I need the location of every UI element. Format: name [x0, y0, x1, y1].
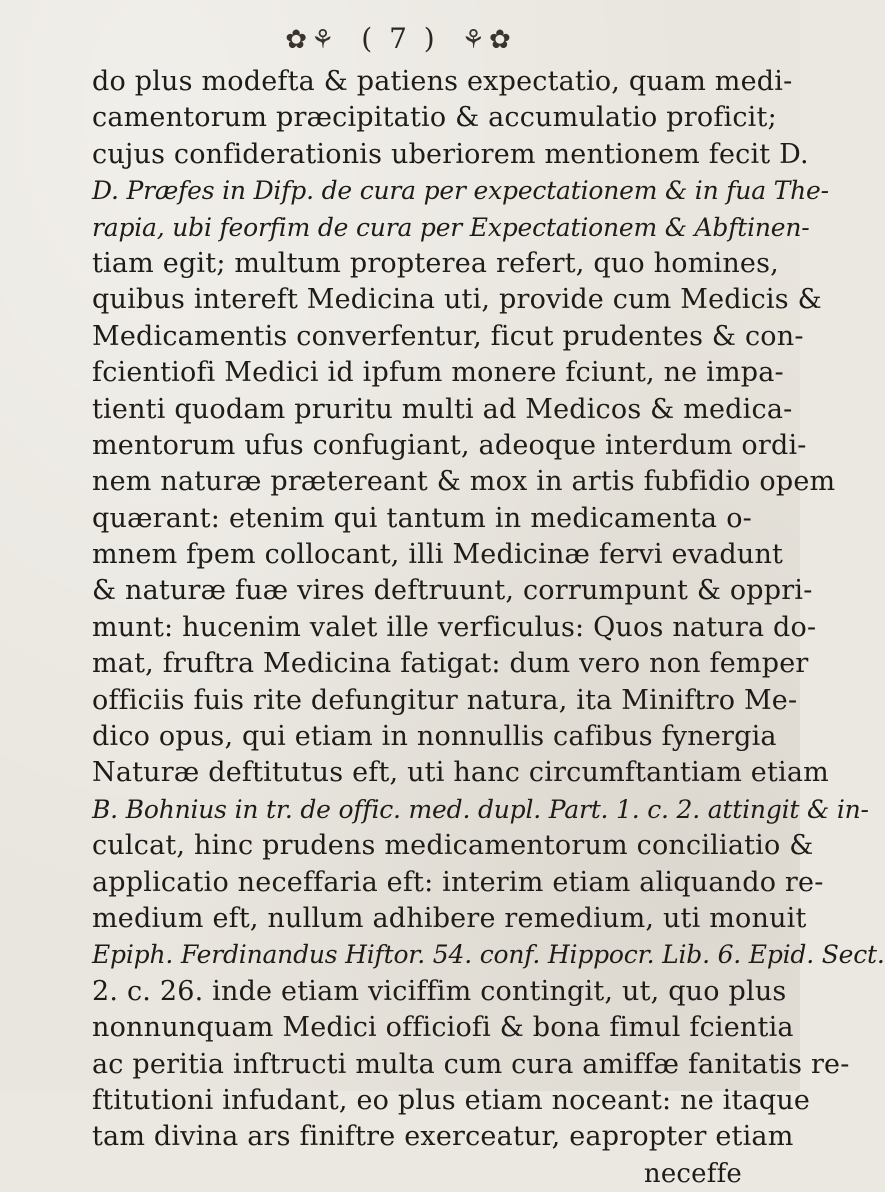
text-line: munt: hucenim valet ille verficulus: Quos natura do- [92, 611, 817, 643]
ornament-right-icon: ⚘✿ [461, 25, 515, 55]
text-line: nem naturæ prætereant & mox in artis fubfidio opem [92, 466, 836, 498]
text-line: camentorum præcipitatio & accumulatio proficit; [92, 102, 777, 134]
catchword: neceffe [643, 1158, 742, 1189]
text-line: quærant: etenim qui tantum in medicamenta o- [92, 502, 752, 534]
text-line: cujus confiderationis uberiorem mentionem fecit D. [92, 138, 809, 170]
text-line: Medicamentis converfentur, ficut prudentes & con- [92, 320, 804, 352]
page-number: ( 7 ) [361, 22, 439, 55]
ornament-left-icon: ✿⚘ [285, 25, 339, 55]
text-line: Naturæ deftitutus eft, uti hanc circumftantiam etiam [92, 757, 829, 789]
text-line: medium eft, nullum adhibere remedium, uti monuit [92, 902, 807, 934]
text-line: Epiph. Ferdinandus Hiftor. 54. conf. Hippocr. Lib. 6. Epid. Sect. [92, 940, 885, 970]
text-line: tam divina ars finiftre exerceatur, eapropter etiam [92, 1121, 794, 1153]
text-line: D. Præfes in Difp. de cura per expectationem & in fua The- [92, 176, 829, 206]
text-line: fcientiofi Medici id ipfum monere fciunt, ne impa- [92, 357, 784, 389]
text-line: rapia, ubi feorfim de cura per Expectationem & Abftinen- [92, 212, 810, 242]
text-line: quibus intereft Medicina uti, provide cum Medicis & [92, 284, 822, 316]
text-line: 2. c. 26. inde etiam viciffim contingit, ut, quo plus [92, 975, 787, 1007]
text-line: ac peritia inftructi multa cum cura amiffæ fanitatis re- [92, 1048, 850, 1080]
text-line: mentorum ufus confugiant, adeoque interdum ordi- [92, 429, 807, 461]
text-line: mat, fruftra Medicina fatigat: dum vero non femper [92, 648, 809, 680]
body-text [92, 64, 885, 1192]
text-line: officiis fuis rite defungitur natura, ita Miniftro Me- [92, 684, 798, 716]
text-line: do plus modefta & patiens expectatio, quam medi- [92, 66, 793, 97]
text-line: dico opus, qui etiam in nonnullis cafibus fynergia [92, 721, 777, 753]
page-header [0, 22, 800, 55]
text-line: & naturæ fuæ vires deftruunt, corrumpunt & oppri- [92, 575, 813, 607]
text-line: mnem fpem collocant, illi Medicinæ fervi evadunt [92, 539, 784, 571]
text-line: B. Bohnius in tr. de offic. med. dupl. Part. 1. c. 2. attingit & in- [92, 794, 869, 824]
text-line: ftitutioni infudant, eo plus etiam noceant: ne itaque [92, 1084, 811, 1116]
text-line: nonnunquam Medici officiofi & bona fimul fcientia [92, 1012, 794, 1044]
text-line: applicatio neceffaria eft: interim etiam aliquando re- [92, 866, 824, 898]
text-line: tiam egit; multum propterea refert, quo homines, [92, 247, 779, 279]
text-line: tienti quodam pruritu multi ad Medicos & medica- [92, 393, 793, 425]
text-line: culcat, hinc prudens medicamentorum conciliatio & [92, 830, 814, 862]
